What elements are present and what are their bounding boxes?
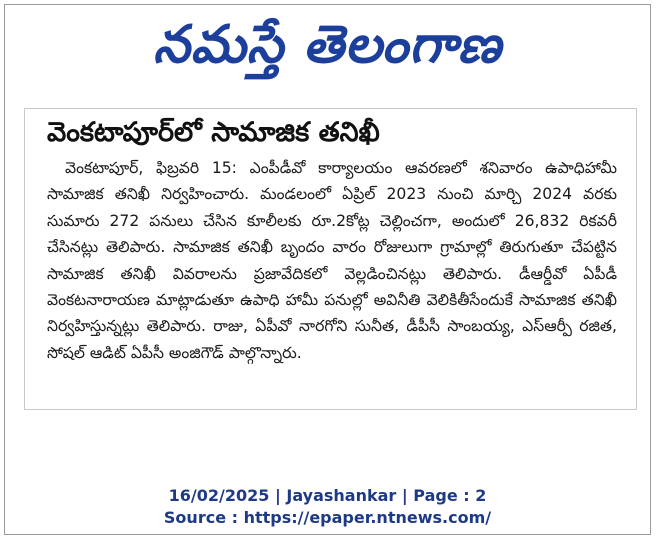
article-clipping	[24, 108, 637, 410]
footer-source-link[interactable]: Source : https://epaper.ntnews.com/	[163, 508, 492, 527]
newspaper-masthead: నమస్తే తెలంగాణ	[153, 15, 502, 75]
page-frame	[4, 4, 651, 535]
article-headline: వెంకటాపూర్‌లో సామాజిక తనిఖీ	[47, 117, 380, 148]
article-body: వెంకటాపూర్, ఫిబ్రవరి 15: ఎంపీడీవో కార్యాలయం ఆవరణలో శనివారం ఉపాధిహామీ సామాజిక తనిఖీ నిర్వహించారు. మండలంలో ఏప్రిల్ 2023 నుంచి మార్చి 2024 వరకు సుమారు 272 పనులు చేసిన కూలీలకు రూ.2కోట్ల చెల్లించగా, అందులో 26,832 రికవరీ చేసినట్లు తెలిపారు. సామాజిక తనిఖీ బృందం వారం రోజులుగా గ్రామాల్లో తిరుగుతూ చేపట్టిన సామాజిక తనిఖీ వివరాలను ప్రజావేదికలో వెల్లడించినట్లు తెలిపారు. డీఆర్డీవో ఏపీడీ వెంకటనారాయణ మాట్లాడుతూ ఉపాధి హామీ పనుల్లో అవినీతి వెలికితీసేందుకే సామాజిక తనిఖీ నిర్వహిస్తున్నట్లు తెలిపారు. రాజు, ఏపీవో నారగోని సునీత, డీపీసీ సాంబయ్య, ఎస్ఆర్పీ రజిత, సోషల్ ఆడిట్ ఏపీసీ అంజిగౌడ్ పాల్గొన్నారు.	[47, 159, 617, 362]
footer-date-edition-page: 16/02/2025 | Jayashankar | Page : 2	[168, 486, 487, 505]
